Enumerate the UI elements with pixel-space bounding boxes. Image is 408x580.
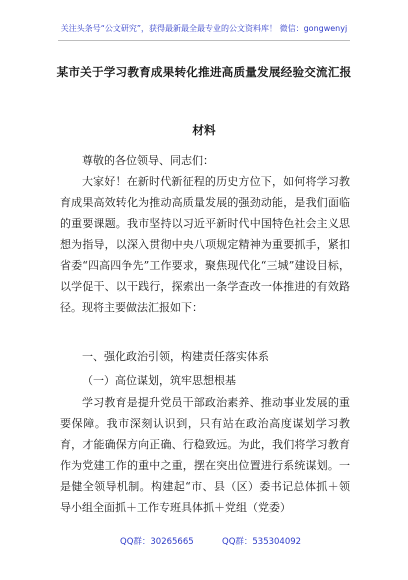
document-title: 某市关于学习教育成果转化推进高质量发展经验交流汇报 (56, 65, 352, 79)
salutation: 尊敬的各位领导、同志们： (82, 154, 214, 167)
section-paragraph: 学习教育是提升党员干部政治素养、推动事业发展的重要保障。我市深刻认识到，只有站在政治高度谋划学习教育，才能确保方向正确、行稳致远。为此，我们将学习教育作为党建工作的重中之重，摆在突出位置进行系统谋划。一是健全领导机制。构建起“市、县（区）委书记总体抓＋领导小组全面抓＋工作专班具体抓＋党组（党委） (60, 396, 350, 514)
intro-paragraph: 大家好！在新时代新征程的历史方位下，如何将学习教育成果高效转化为推动高质量发展的强劲动能，是我们面临的重要课题。我市坚持以习近平新时代中国特色社会主义思想为指导，以深入贯彻中央八项规定精神为重要抓手，紧扣省委“四高四争先”工作要求，聚焦现代化“三城”建设目标，以学促干、以干践行，探索出一条学查改一体推进的有效路径。现将主要做法汇报如下： (60, 175, 350, 314)
section-heading: 一、强化政治引领，构建责任落实体系 (82, 350, 269, 363)
header-divider (58, 40, 350, 41)
document-title-continued: 材料 (192, 123, 216, 137)
footer-qq-group-1: QQ群：30265665 (120, 537, 194, 547)
subsection-heading: （一）高位谋划，筑牢思想根基 (82, 374, 236, 387)
header-banner: 关注头条号“公文研究”，获得最新最全最专业的公文资料库！ 微信：gongwenyj (60, 24, 348, 33)
footer-qq-group-2: QQ群：535304092 (222, 537, 302, 547)
